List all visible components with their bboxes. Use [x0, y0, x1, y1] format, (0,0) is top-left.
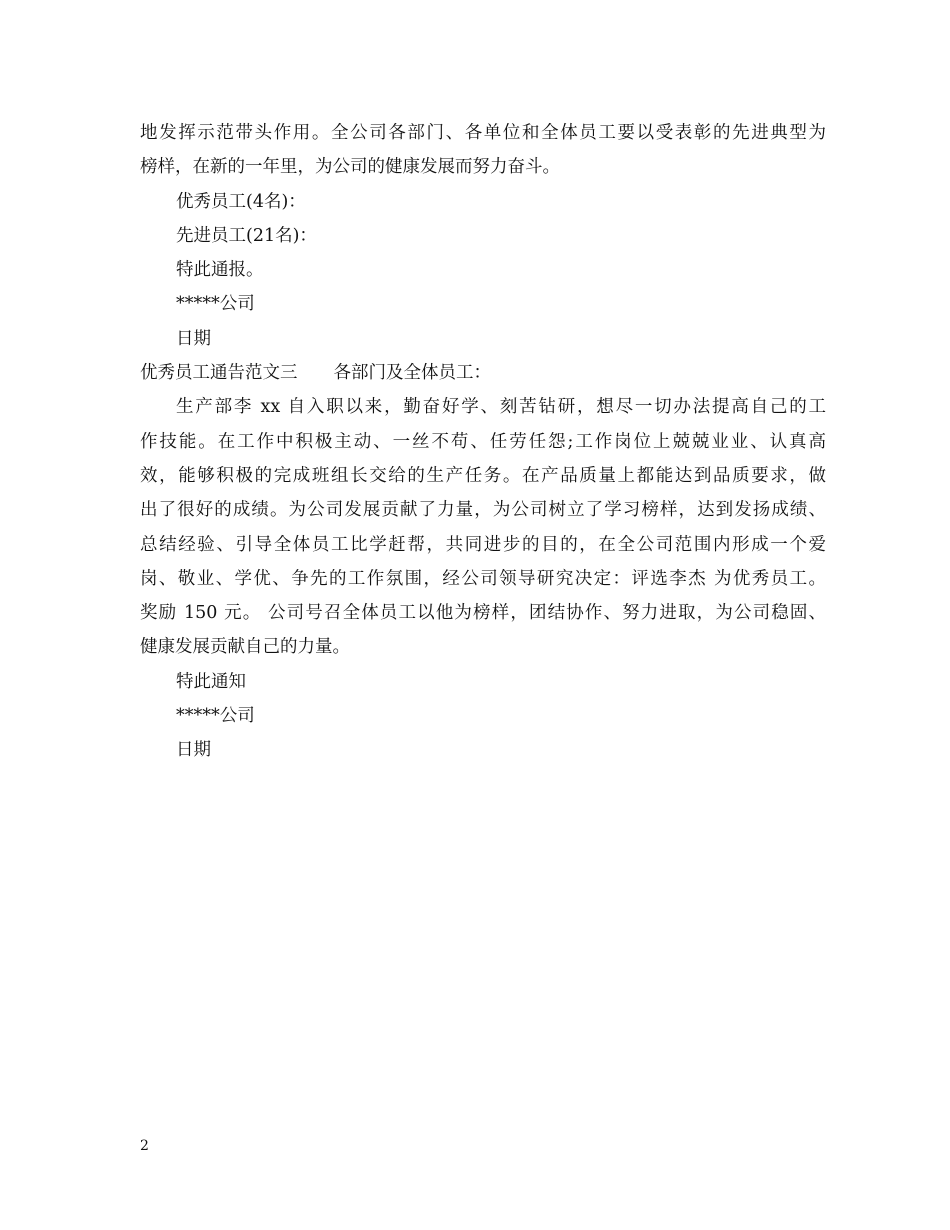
company-signature: *****公司 — [176, 294, 255, 315]
page-number: 2 — [140, 1138, 149, 1154]
paragraph-line: 生产部李 xx 自入职以来，勤奋好学、刻苦钻研，想尽一切办法提高自己的工 — [176, 397, 826, 418]
document-body — [140, 116, 826, 768]
notice-closing: 特此通知 — [176, 671, 246, 692]
paragraph-line: 出了很好的成绩。为公司发展贡献了力量，为公司树立了学习榜样，达到发扬成绩、 — [140, 500, 826, 521]
salutation: 各部门及全体员工： — [333, 363, 491, 384]
paragraph-line: 岗、敬业、学优、争先的工作氛围，经公司领导研究决定：评选李杰 为优秀员工。 — [140, 568, 826, 589]
date-label: 日期 — [176, 328, 211, 349]
text-line: 地发挥示范带头作用。全公司各部门、各单位和全体员工要以受表彰的先进典型为 — [140, 123, 826, 143]
paragraph-line: 总结经验、引导全体员工比学赶帮，共同进步的目的，在全公司范围内形成一个爱 — [140, 534, 826, 555]
date-label: 日期 — [176, 740, 211, 761]
company-signature: *****公司 — [176, 706, 255, 727]
advanced-employees-label: 先进员工(21名)： — [176, 225, 317, 246]
paragraph-line: 作技能。在工作中积极主动、一丝不苟、任劳任怨;工作岗位上兢兢业业、认真高 — [140, 431, 826, 452]
excellent-employees-label: 优秀员工(4名)： — [176, 191, 306, 212]
notice-closing: 特此通报。 — [176, 260, 264, 281]
section-heading-line — [140, 356, 826, 390]
section-title: 优秀员工通告范文三 — [140, 363, 298, 384]
paragraph-line: 奖励 150 元。 公司号召全体员工以他为榜样，团结协作、努力进取，为公司稳固、 — [140, 603, 826, 624]
paragraph-line: 效，能够积极的完成班组长交给的生产任务。在产品质量上都能达到品质要求，做 — [140, 465, 826, 486]
text-line: 榜样，在新的一年里，为公司的健康发展而努力奋斗。 — [140, 157, 560, 178]
paragraph-line: 健康发展贡献自己的力量。 — [140, 637, 350, 658]
